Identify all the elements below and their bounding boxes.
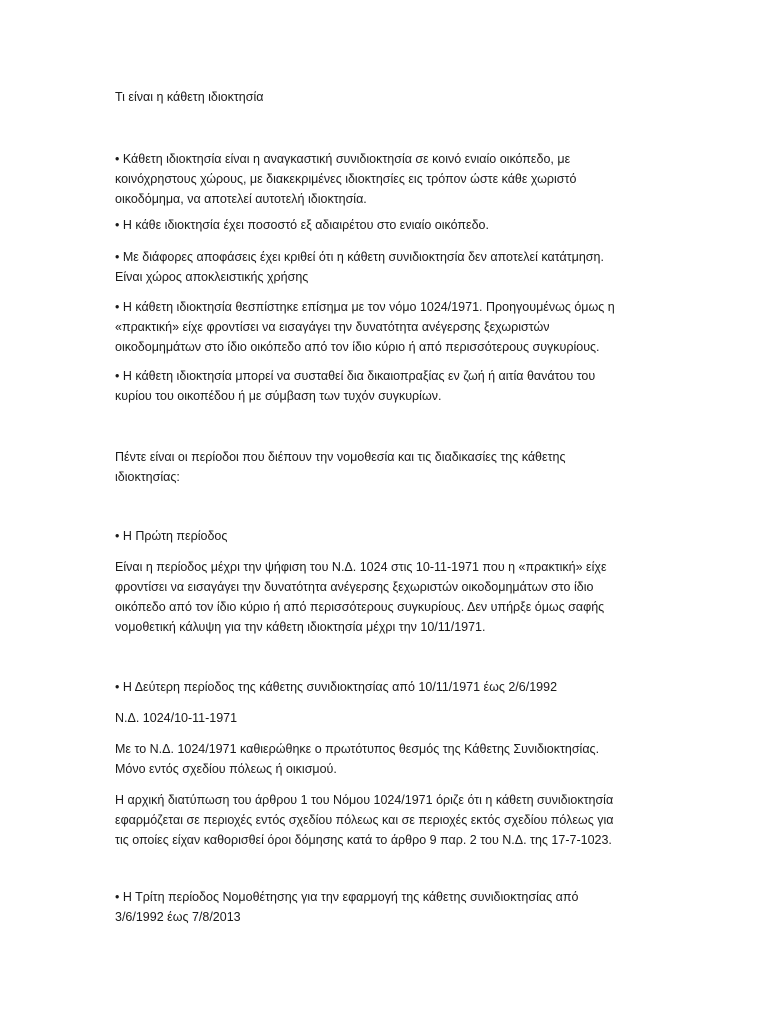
first-period-heading: • Η Πρώτη περίοδος <box>115 529 228 543</box>
second-period-heading: • Η Δεύτερη περίοδος της κάθετης συνιδιοκτησίας από 10/11/1971 έως 2/6/1992 <box>115 680 558 694</box>
intro-bullet-3: • Με διάφορες αποφάσεις έχει κριθεί ότι η κάθετη συνιδιοκτησία δεν αποτελεί κατάτμηση. Είναι χώρος αποκλειστικής χρήσης <box>115 250 604 284</box>
second-period-text-1: Με το Ν.Δ. 1024/1971 καθιερώθηκε ο πρωτότυπος θεσμός της Κάθετης Συνιδιοκτησίας. Μόνο εντός σχεδίου πόλεως ή οικισμού. <box>115 742 600 776</box>
second-period-law: Ν.Δ. 1024/10-11-1971 <box>115 711 238 725</box>
intro-bullet-2: • Η κάθε ιδιοκτησία έχει ποσοστό εξ αδιαιρέτου στο ενιαίο οικόπεδο. <box>115 218 489 232</box>
intro-bullet-1: • Κάθετη ιδιοκτησία είναι η αναγκαστική συνιδιοκτησία σε κοινό ενιαίο οικόπεδο, με κοινόχρηστους χώρους, με διακεκριμένες ιδιοκτησίες εις τρόπον ώστε κάθε χωριστό οικοδόμημα, να αποτελεί αυτοτελή ιδιοκτησία. <box>115 152 577 206</box>
intro-bullet-5: • Η κάθετη ιδιοκτησία μπορεί να συσταθεί δια δικαιοπραξίας εν ζωή ή αιτία θανάτου του κυρίου του οικοπέδου ή με σύμβαση των τυχόν συγκυρίων. <box>115 369 596 403</box>
document-title: Τι είναι η κάθετη ιδιοκτησία <box>115 90 264 104</box>
first-period-text: Είναι η περίοδος μέχρι την ψήφιση του Ν.Δ. 1024 στις 10-11-1971 που η «πρακτική» είχε φροντίσει να εισαγάγει την δυνατότητα ανέγερσης ξεχωριστών οικοδομημάτων στο ίδιο οικόπεδο από τον ίδιο κύριο ή από περισσότερους συγκυρίους. Δεν υπήρξε όμως σαφής νομοθετική κάλυψη για την κάθετη ιδιοκτησία μέχρι την 10/11/1971. <box>115 560 607 634</box>
third-period-heading: • Η Τρίτη περίοδος Νομοθέτησης για την εφαρμογή της κάθετης συνιδιοκτησίας από 3/6/1992 έως 7/8/2013 <box>115 890 579 924</box>
intro-bullet-4: • Η κάθετη ιδιοκτησία θεσπίστηκε επίσημα με τον νόμο 1024/1971. Προηγουμένως όμως η «πρακτική» είχε φροντίσει να εισαγάγει την δυνατότητα ανέγερσης ξεχωριστών οικοδομημάτων στο ίδιο οικόπεδο από τον ίδιο κύριο ή από περισσότερους συγκυρίους. <box>115 300 615 354</box>
second-period-text-2: Η αρχική διατύπωση του άρθρου 1 του Νόμου 1024/1971 όριζε ότι η κάθετη συνιδιοκτησία εφαρμόζεται σε περιοχές εντός σχεδίου πόλεως και σε περιοχές εκτός σχεδίου πόλεως για τις οποίες είχαν καθορισθεί όροι δόμησης κατά το άρθρο 9 παρ. 2 του Ν.Δ. της 17-7-1023. <box>115 793 614 847</box>
periods-intro: Πέντε είναι οι περίοδοι που διέπουν την νομοθεσία και τις διαδικασίες της κάθετης ιδιοκτησίας: <box>115 450 566 484</box>
